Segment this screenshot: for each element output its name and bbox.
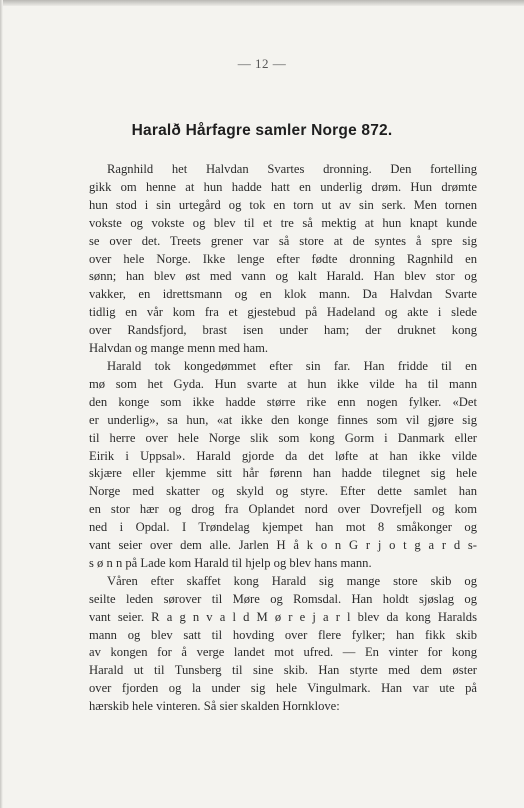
text-line: den konge som ikke hadde større rike enn nogen fylker. «Det — [89, 394, 477, 409]
text-line: mø som het Gyda. Hun svarte at hun ikke vilde ha til mann — [89, 376, 477, 391]
text-line: Halvdan og mange menn med ham. — [89, 341, 269, 356]
text-line: Harald ut til Tunsberg til sine skib. Han styrte med dem øster — [89, 663, 477, 678]
paragraph — [89, 573, 477, 716]
text-line: Norge med skatter og skyld og styre. Efter dette samlet han — [89, 484, 477, 499]
text-line: er underlig», sa hun, «at ikke den konge finnes som vil gjøre sig — [89, 412, 477, 427]
text-line: av kongen for å verge landet mot ufred. — En vinter for kong — [89, 645, 477, 660]
text-line: vokste og vokste og blev til et tre så mektig at hun knapt kunde — [89, 215, 477, 230]
text-line: tidlig en vår kom fra et gjestebud på Hadeland og akte i slede — [89, 305, 477, 320]
text-line: til herre over hele Norge slik som kong Gorm i Danmark eller — [89, 430, 477, 445]
body-text — [89, 161, 477, 716]
text-line: Våren efter skaffet kong Harald sig mange store skib og — [107, 573, 477, 588]
text-line: vakker, en idrettsmann og en klok mann. Da Halvdan Svarte — [89, 287, 477, 302]
page-number: — 12 — — [237, 56, 287, 71]
paragraph — [89, 161, 477, 358]
text-line: over Randsfjord, brast isen under ham; der druknet kong — [89, 323, 477, 338]
text-line: over hele Norge. Ikke lenge efter fødte dronning Ragnhild en — [89, 251, 477, 266]
text-line: vant seier over dem alle. Jarlen H å k o n G r j o t g a r d s- — [89, 538, 477, 553]
text-line: seilte leden sørover til Møre og Romsdal. Han holdt sjøslag og — [89, 591, 477, 606]
text-line: hun stod i sin urtegård og tok en torn ut av sin serk. Men tornen — [89, 197, 477, 212]
text-line: skjære eller kjemme sitt hår førenn han hadde tilegnet sig hele — [89, 466, 477, 481]
page-top-edge — [0, 0, 524, 6]
text-line: over fjorden og la under sig hele Vingulmark. Han var ute på — [89, 681, 477, 696]
text-line: sønn; han blev øst med vann og kalt Harald. Han blev stor og — [89, 269, 477, 284]
text-line: vant seier. R a g n v a l d M ø r e j a r l blev da kong Haralds — [89, 609, 477, 624]
text-line: en stor hær og drog fra Oplandet nord over Dovrefjell og kom — [89, 502, 477, 517]
text-line: Ragnhild het Halvdan Svartes dronning. Den fortelling — [107, 162, 477, 176]
text-line: Harald tok kongedømmet efter sin far. Han fridde til en — [107, 358, 477, 373]
text-line: ned i Opdal. I Trøndelag kjempet han mot 8 småkonger og — [89, 520, 477, 535]
text-line: s ø n n på Lade kom Harald til hjelp og blev hans mann. — [89, 555, 372, 570]
text-line: se over det. Treets grener var så store at de syntes å spre sig — [89, 233, 477, 248]
text-line: mann og blev satt til hovding over flere fylker; han fikk skib — [89, 627, 477, 642]
text-line: Eirik i Uppsal». Harald gjorde da det løfte at han ikke vilde — [89, 448, 477, 463]
paragraph — [89, 358, 477, 573]
text-line: hærskib hele vinteren. Så sier skalden Hornklove: — [89, 699, 340, 714]
chapter-title: Haralð Hårfagre samler Norge 872. — [131, 122, 393, 139]
text-line: gikk om henne at hun hadde hatt en underlig drøm. Hun drømte — [89, 179, 477, 194]
